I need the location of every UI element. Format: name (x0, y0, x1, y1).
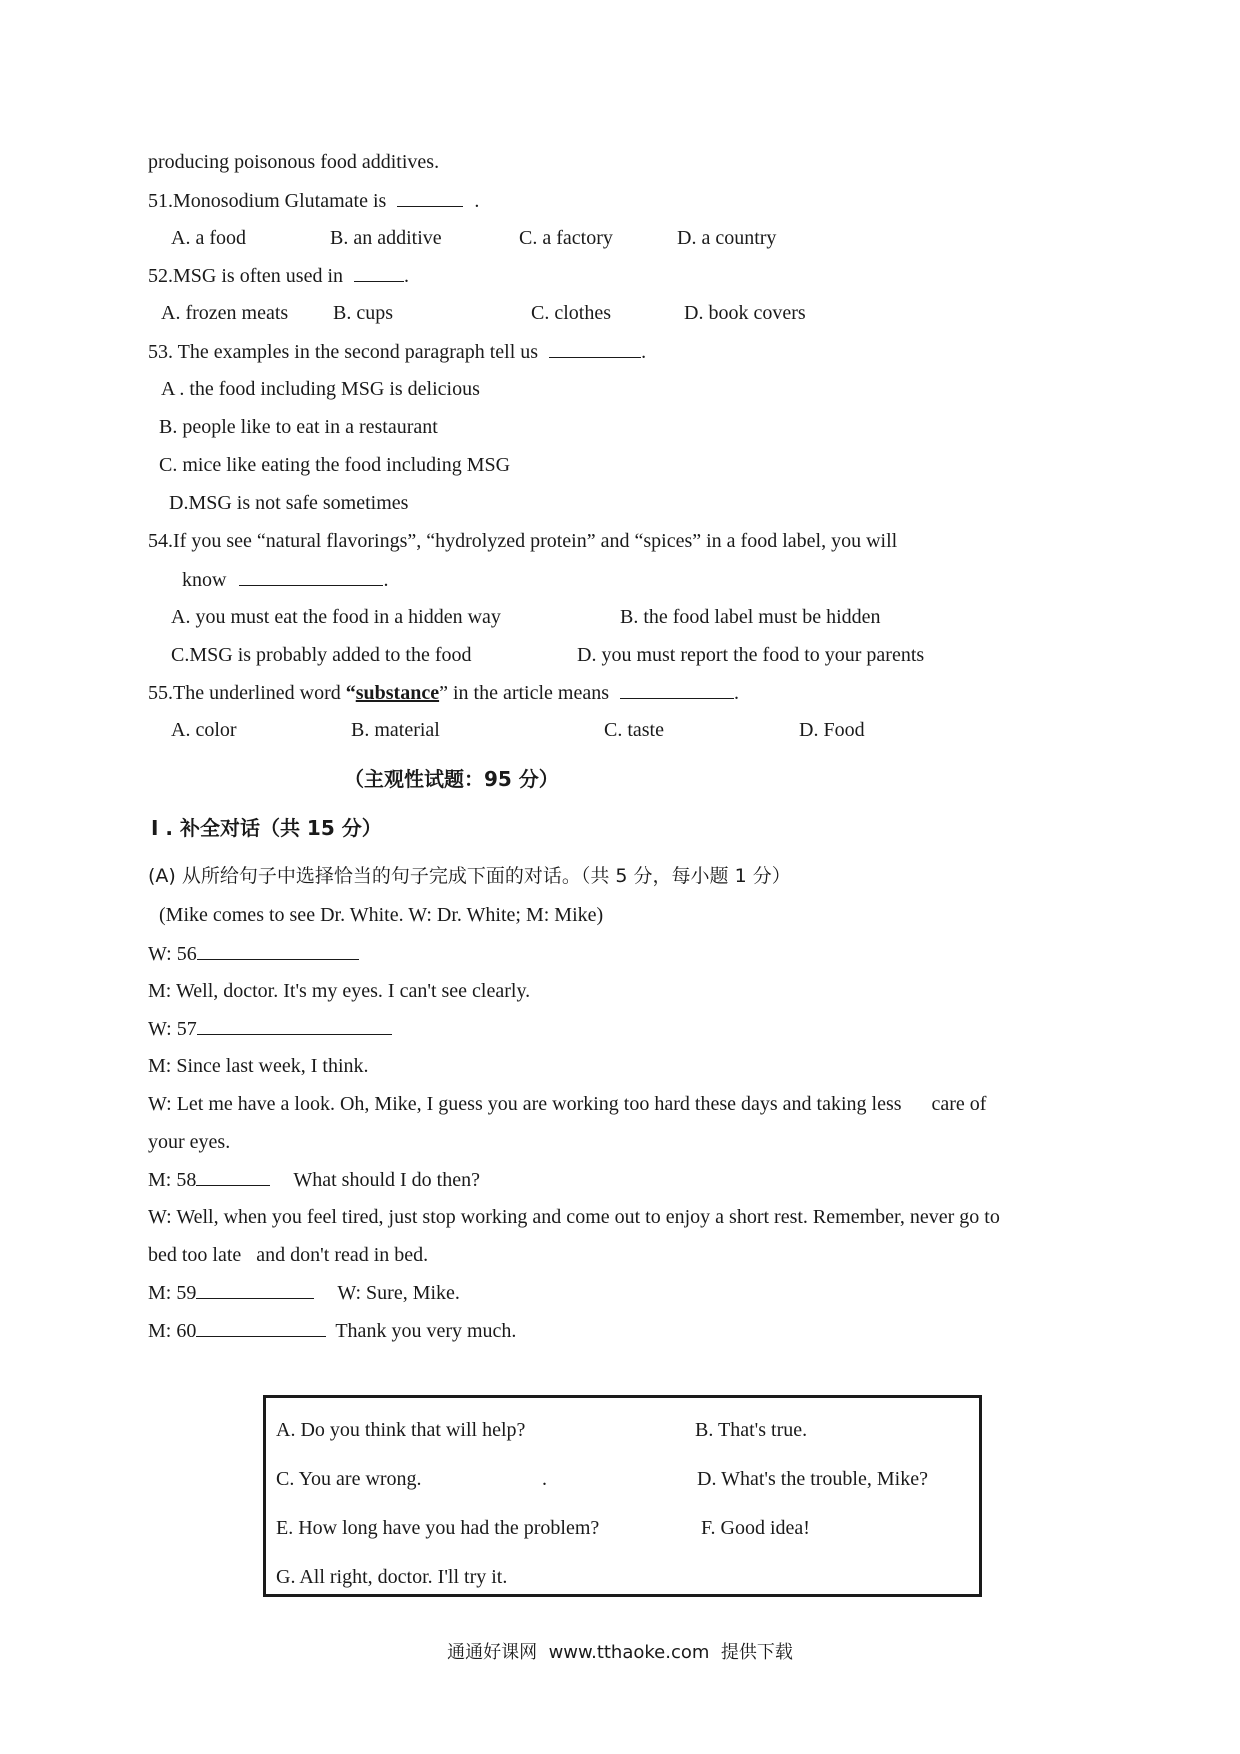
question-51-end: . (474, 190, 480, 212)
question-52-end: . (404, 265, 409, 287)
q52-option-d[interactable]: D. book covers (684, 302, 806, 324)
question-54-stem-continued (182, 567, 388, 592)
box-option-a[interactable]: A. Do you think that will help? (276, 1419, 526, 1441)
q52-option-c[interactable]: C. clothes (531, 302, 611, 324)
dialog-line-56 (148, 941, 359, 966)
q51-option-b[interactable]: B. an additive (330, 227, 442, 249)
box-option-c-dot: . (542, 1468, 547, 1490)
question-51 (148, 188, 479, 213)
dialog-line-57 (148, 1016, 392, 1041)
question-54-end: . (383, 569, 389, 591)
q53-option-a[interactable]: A . the food including MSG is delicious (161, 378, 480, 400)
q55-option-b[interactable]: B. material (351, 719, 440, 741)
dialog-label-57: W: 57 (148, 1018, 197, 1040)
q51-option-a[interactable]: A. a food (171, 227, 246, 249)
box-option-d[interactable]: D. What's the trouble, Mike? (697, 1468, 928, 1490)
question-53 (148, 339, 646, 364)
q51-option-d[interactable]: D. a country (677, 227, 777, 249)
dialog-58-after: What should I do then? (293, 1169, 480, 1191)
q55-option-d[interactable]: D. Food (799, 719, 865, 741)
q53-option-c[interactable]: C. mice like eating the food including MSG (159, 454, 511, 476)
answer-blank-56[interactable] (197, 941, 359, 960)
q53-option-d[interactable]: D.MSG is not safe sometimes (169, 492, 409, 514)
question-54-stem: 54.If you see “natural flavorings”, “hydrolyzed protein” and “spices” in a food label, you will (148, 530, 898, 552)
subjective-section-header: （主观性试题：95 分） (344, 767, 559, 791)
underlined-word-substance: substance (355, 682, 440, 704)
dialog-line-58 (148, 1167, 480, 1192)
q54-option-d[interactable]: D. you must report the food to your parents (577, 644, 925, 666)
dialog-label-56: W: 56 (148, 943, 197, 965)
question-55-stem-a: 55.The underlined word (148, 682, 346, 704)
box-option-b[interactable]: B. That's true. (695, 1419, 808, 1441)
box-option-g[interactable]: G. All right, doctor. I'll try it. (276, 1566, 508, 1588)
dialog-59-after: W: Sure, Mike. (337, 1282, 460, 1304)
answer-blank-55[interactable] (620, 680, 734, 699)
dialog-line-59 (148, 1280, 460, 1305)
q54-option-c[interactable]: C.MSG is probably added to the food (171, 644, 472, 666)
box-option-f[interactable]: F. Good idea! (701, 1517, 810, 1539)
answer-blank-52[interactable] (354, 263, 404, 282)
q53-option-b[interactable]: B. people like to eat in a restaurant (159, 416, 438, 438)
answer-blank-60[interactable] (196, 1318, 326, 1337)
dialog-white-2b: bed too late and don't read in bed. (148, 1244, 429, 1266)
dialog-white-1a: W: Let me have a look. Oh, Mike, I guess you are working too hard these days and taking less care of (148, 1093, 987, 1115)
question-52-stem: 52.MSG is often used in (148, 265, 343, 287)
q55-option-c[interactable]: C. taste (604, 719, 664, 741)
q52-option-a[interactable]: A. frozen meats (161, 302, 289, 324)
question-51-stem: 51.Monosodium Glutamate is (148, 190, 387, 212)
options-box (263, 1395, 982, 1597)
q55-option-a[interactable]: A. color (171, 719, 237, 741)
answer-blank-54[interactable] (239, 567, 383, 586)
section-1-title: I . 补全对话（共 15 分） (151, 816, 382, 840)
dialog-white-1b: your eyes. (148, 1131, 231, 1153)
dialog-line-60 (148, 1318, 516, 1343)
question-54-know: know (182, 569, 227, 591)
intro-line: producing poisonous food additives. (148, 151, 440, 173)
question-53-end: . (641, 341, 647, 363)
question-55-open-quote: “ (345, 682, 356, 704)
dialog-mike-2: M: Since last week, I think. (148, 1055, 369, 1077)
dialog-60-after: Thank you very much. (335, 1320, 517, 1342)
question-55-end: . (734, 682, 740, 704)
answer-blank-53[interactable] (549, 339, 641, 358)
answer-blank-57[interactable] (197, 1016, 392, 1035)
q52-option-b[interactable]: B. cups (333, 302, 393, 324)
q54-option-a[interactable]: A. you must eat the food in a hidden way (171, 606, 501, 628)
dialog-mike-1: M: Well, doctor. It's my eyes. I can't see clearly. (148, 980, 531, 1002)
dialog-white-2a: W: Well, when you feel tired, just stop working and come out to enjoy a short rest. Remember, never go to (148, 1206, 1000, 1228)
dialog-label-58: M: 58 (148, 1169, 197, 1191)
answer-blank-59[interactable] (196, 1280, 314, 1299)
question-55-stem-b: ” in the article means (439, 682, 610, 704)
question-53-stem: 53. The examples in the second paragraph tell us (148, 341, 539, 363)
dialog-note: (Mike comes to see Dr. White. W: Dr. White; M: Mike) (159, 904, 604, 926)
q54-option-b[interactable]: B. the food label must be hidden (620, 606, 881, 628)
box-option-e[interactable]: E. How long have you had the problem? (276, 1517, 600, 1539)
question-52 (148, 263, 409, 288)
dialog-label-60: M: 60 (148, 1320, 197, 1342)
answer-blank-58[interactable] (196, 1167, 270, 1186)
dialog-label-59: M: 59 (148, 1282, 197, 1304)
question-55 (148, 680, 739, 705)
answer-blank-51[interactable] (397, 188, 463, 207)
page-footer: 通通好课网 www.tthaoke.com 提供下载 (447, 1642, 793, 1663)
part-a-instruction: (A) 从所给句子中选择恰当的句子完成下面的对话。（共 5 分，每小题 1 分） (148, 865, 791, 887)
box-option-c[interactable]: C. You are wrong. (276, 1468, 422, 1490)
q51-option-c[interactable]: C. a factory (519, 227, 613, 249)
